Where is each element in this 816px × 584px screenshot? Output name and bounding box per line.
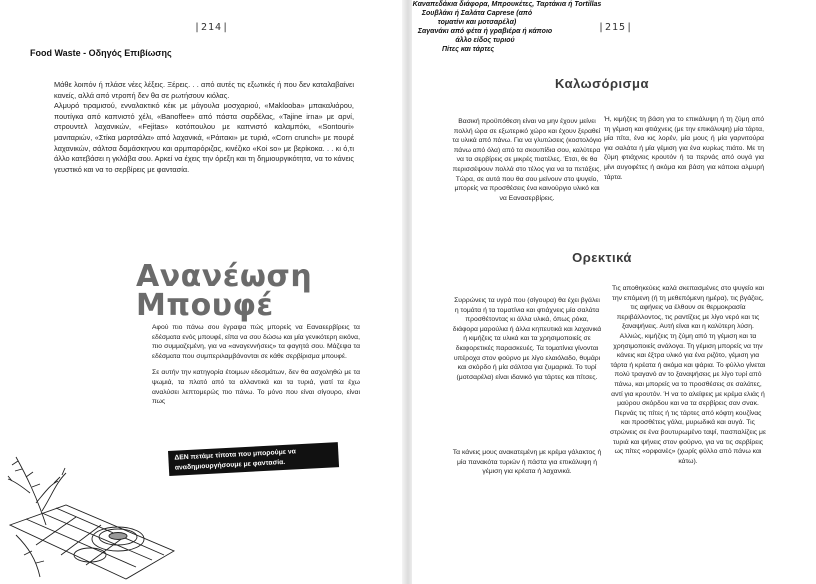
intro-paragraph: Μάθε λοιπόν ή πλάσε νέες λέξεις. Ξέρεις. . . από αυτές τις εξωτικές ή που δεν καταλαβαίνει κανείς, αλλά από ντροπή δεν θα σε ρωτήσουν κιόλας. [54,80,354,100]
body-paragraph: Αφού πιο πάνω σου έγραψα πώς μπορείς να Εαναεερβίρεις τα εδέσματα ενός μπουφέ, είπα να σου δώσω και μία γενικότερη εικόνα, πιο συμμαζεμένη, για να «αναγεννήσεις» τα φαγητά σου. Μάζεψα τα εδέσματα που συμπεριλαμβάνονται σε κάθε σερβίρισμα μπουφέ. [152,324,360,360]
left-page [0,0,404,584]
section-title [136,259,313,323]
body-text: Ή, κιμήζεις τη βάση για το επικάλυψη ή τη ζύμη από τη γέμιση και φτιάχνεις (με την επικάλυψη) μία τάρτα, μία πίτα, ένα κις λορέν, μία μους ή μία γαρνιτούρα για σαλάτα ή μία γέμιση για ένα κυρίως πιάτο. Με τη ζύμη φτιάχνεις κρουτόν ή τα περνάς από ουγά για μίνι αυγοφέτες ή ακόμα και βάση για κάποια αλμυρή τάρτα. [604,116,764,181]
dish-heading: Σουβλάκι ή Σαλάτα Caprese (από τοματίνι και μοτσαρέλα) [421,10,533,26]
page-number: |215| [598,22,634,33]
highlight-banner: ΔΕΝ πετάμε τίποτα που μπορούμε να αναδημιουργήσουμε με φαντασία. [168,442,339,476]
intro-text [54,80,354,175]
running-header: Food Waste - Οδηγός Επιβίωσης [30,48,172,58]
dish-heading: Καναπεδάκια διάφορα, Μπρουκέτες, Ταρτάκια ή Tortillas [412,1,602,8]
title-line: Ανανέωση [136,259,313,294]
food-sketch-illustration [6,455,176,581]
intro-paragraph: Αλμυρό τιραμισού, ενναλακτικό κέικ με μάγουλα μοσχαριού, «Makloobа» μπακαλιάρου, πουτίγκα από καπνιστό χέλι, «Banoffee» από πάστα σαρδέλας, «Tajine irna» με αρνί, στρουντελ λαχανικών, «Fejitas» κοτόπουλου με καπνιστό καλαμπόκι, «Sontouri» μανιταριών, «Στίκα μαρτσάλα» από λαχανικά, «Ράιτακι» με τυριά, «Corn crunch» με πουρέ λαχανικών, σάλτσα δαμάσκηνου και αρμπαρόριζας, κινέζικο «Koi so» με βερίκοκα. . . κι ό,τι άλλο κατεβάσει η γκλάβα σου. Αρκεί να έχεις την όρεξη και τη δημιουργικότητα, να το κάνεις γευστικό και να το σερβίρεις με φαντασία. [54,101,354,174]
body-text: Τα κάνεις μους ανακατεμένη με κρέμα γάλακτος ή μία πανακότα τυριών ή πάστα για επικάλυψη ή γέμιση για κρέατα ή λαχανικά. [452,449,602,476]
body-text: Τις αποθηκεύεις καλά σκεπασμένες στο ψυγείο και την επόμενη (ή τη μεθεπόμενη ημέρα), τις βγάζεις, τις αφήνεις να έλθουν σε θερμοκρασία περιβάλλοντος, τις ραντίζεις με λίγο νερό και τις ξαναψήνεις. Αυτή είναι και η καλύτερη λύση. Αλλιώς, κιμήζεις τη ζύμη από τη γέμιση και τα χρησιμοποιείς ανάλογα. Τη γέμιση μπορείς να την κάνεις και έξτρα υλικό για ένα ριζότο, γέμιση για τάρτα ή κρέατα ή ακόμα και ψάρια. Το φύλλο γίνεται πολύ τραγανό αν το ξαναψήσεις με λίγο τυρί από πάνω, και μπορείς να το προσθέσεις σε σαλάτες, αντί για κρουτόν. Ή να το αλείψεις με κρέμα ελιάς ή μαύρου σκόρδου και να τα σερβίρεις σαν σνακ. Περνάς τις πίτες ή τις τάρτες από κόφτη κουζίνας και προσθέτεις γάλα, μυρωδικά και αυγά. Τις στρώνεις σε ένα βουτυρωμένο ταψί, πασπαλίζεις με τυριά και ψήνεις στον φούρνο, για να τις σερβίρεις ως πίτες «ορφανές» (χωρίς φύλλο από πάνω και κάτω). [610,285,766,465]
body-text: Συρρώνεις τα υγρά που (σίγουρα) θα έχει βγάλει η τομάτα ή τα τοματίνια και φτιάχνεις μία σαλάτα προσθέτοντας κι άλλα υλικά, όπως ρόκα, διάφορα μαρούλια ή άλλα κηπευτικά και λαχανικά ή κιμήζεις τα υλικά και τα χρησιμοποιείς σε διαφορετικές παρασκευές. Τα τοματίνια γίνονται υπέροχα στον φούρνο με λίγο ελαιόλαδο, θυμάρι και σκόρδο ή μία σάλτσα για ζυμαρικά. Το τυρί (μοτσαρέλα) είναι ιδανικό για τάρτες και πίτσες. [452,297,602,381]
section-heading: Ορεκτικά [572,250,632,265]
page-number: |214| [194,22,230,33]
title-line: Μπουφέ [136,288,274,323]
body-text: Βασική προϋπόθεση είναι να μην έχουν μείνει πολλή ώρα σε εξωτερικό χώρο και έχουν ξεραθεί τα υλικά από πάνω. Για να γλυτώσεις (κοστολόγιο πάνω από όλα) από τα σκουπίδια σου, καλύτερα να τα σερβίρεις σε μικρές πιατέλες. Έτσι, θε θα περισσέψουν πολλά στο τέλος για να τα πετάξεις. Τώρα, σε αυτά που θα σου μείνουν στο ψυγείο, μπορείς να προσθέσεις ένα καινούργιο υλικό και να Εανασερβίρεις. [452,118,602,202]
body-text [152,323,360,414]
dish-heading: Σαγανάκι από φέτα ή γραβιέρα ή κάποιο άλλο είδος τυριού [417,28,553,44]
right-page [412,0,816,584]
body-paragraph: Σε αυτήν την κατηγορία έτοιμων εδεσμάτων, δεν θα ασχοληθώ με τα ψωμιά, τα πλατό από τα αλλαντικά και τα τυριά, γιατί τα έχω αναλύσει λεπτομερώς πιο πάνω. Το μόνο που είναι σίγουρο, είναι πως [152,369,360,406]
dish-heading: Πίτες και τάρτες [442,46,495,53]
section-heading: Καλωσόρισμα [555,76,649,91]
